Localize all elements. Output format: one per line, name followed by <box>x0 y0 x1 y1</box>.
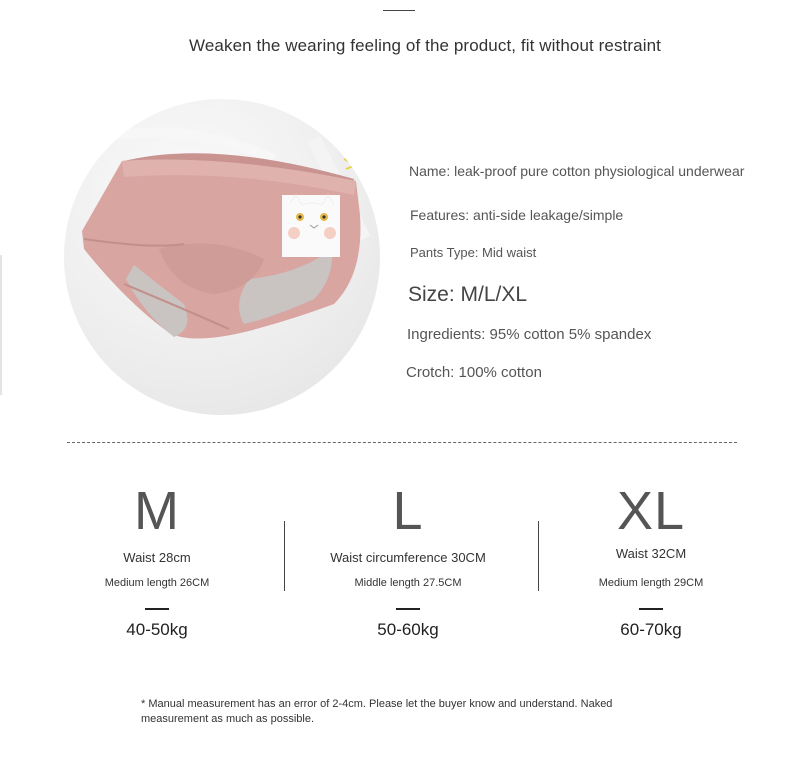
size-dash <box>145 608 169 610</box>
size-dash <box>396 608 420 610</box>
size-dash <box>639 608 663 610</box>
size-waist: Waist 32CM <box>615 546 687 561</box>
size-letter: L <box>392 481 424 541</box>
edge-line <box>0 255 2 395</box>
product-photo <box>64 99 380 415</box>
page-headline: Weaken the wearing feeling of the product, fit without restraint <box>189 36 661 55</box>
size-weight: 40-50kg <box>126 620 188 639</box>
underwear-illustration <box>64 99 380 415</box>
spec-size: Size: M/L/XL <box>408 283 528 306</box>
spec-ingredients: Ingredients: 95% cotton 5% spandex <box>407 326 652 343</box>
size-column-l <box>283 480 533 640</box>
spec-crotch: Crotch: 100% cotton <box>406 364 542 381</box>
spec-features: Features: anti-side leakage/simple <box>410 207 624 223</box>
dashed-divider <box>67 442 737 443</box>
size-length: Middle length 27.5CM <box>354 577 462 589</box>
size-letter: M <box>134 481 180 541</box>
size-waist: Waist 28cm <box>123 550 191 565</box>
spec-pants-type: Pants Type: Mid waist <box>410 245 537 260</box>
size-letter: XL <box>616 481 686 541</box>
size-waist: Waist circumference 30CM <box>330 550 486 565</box>
size-length: Medium length 26CM <box>104 577 210 589</box>
measurement-note: * Manual measurement has an error of 2-4cm. Please let the buyer know and understand. Naked measurement as much as possible. <box>141 698 613 725</box>
spec-name: Name: leak-proof pure cotton physiological underwear <box>409 163 745 179</box>
size-column-m <box>32 480 282 640</box>
size-weight: 50-60kg <box>377 620 439 639</box>
size-length: Medium length 29CM <box>598 577 704 589</box>
top-divider <box>383 10 415 11</box>
size-column-xl <box>526 480 776 640</box>
size-weight: 60-70kg <box>620 620 682 639</box>
